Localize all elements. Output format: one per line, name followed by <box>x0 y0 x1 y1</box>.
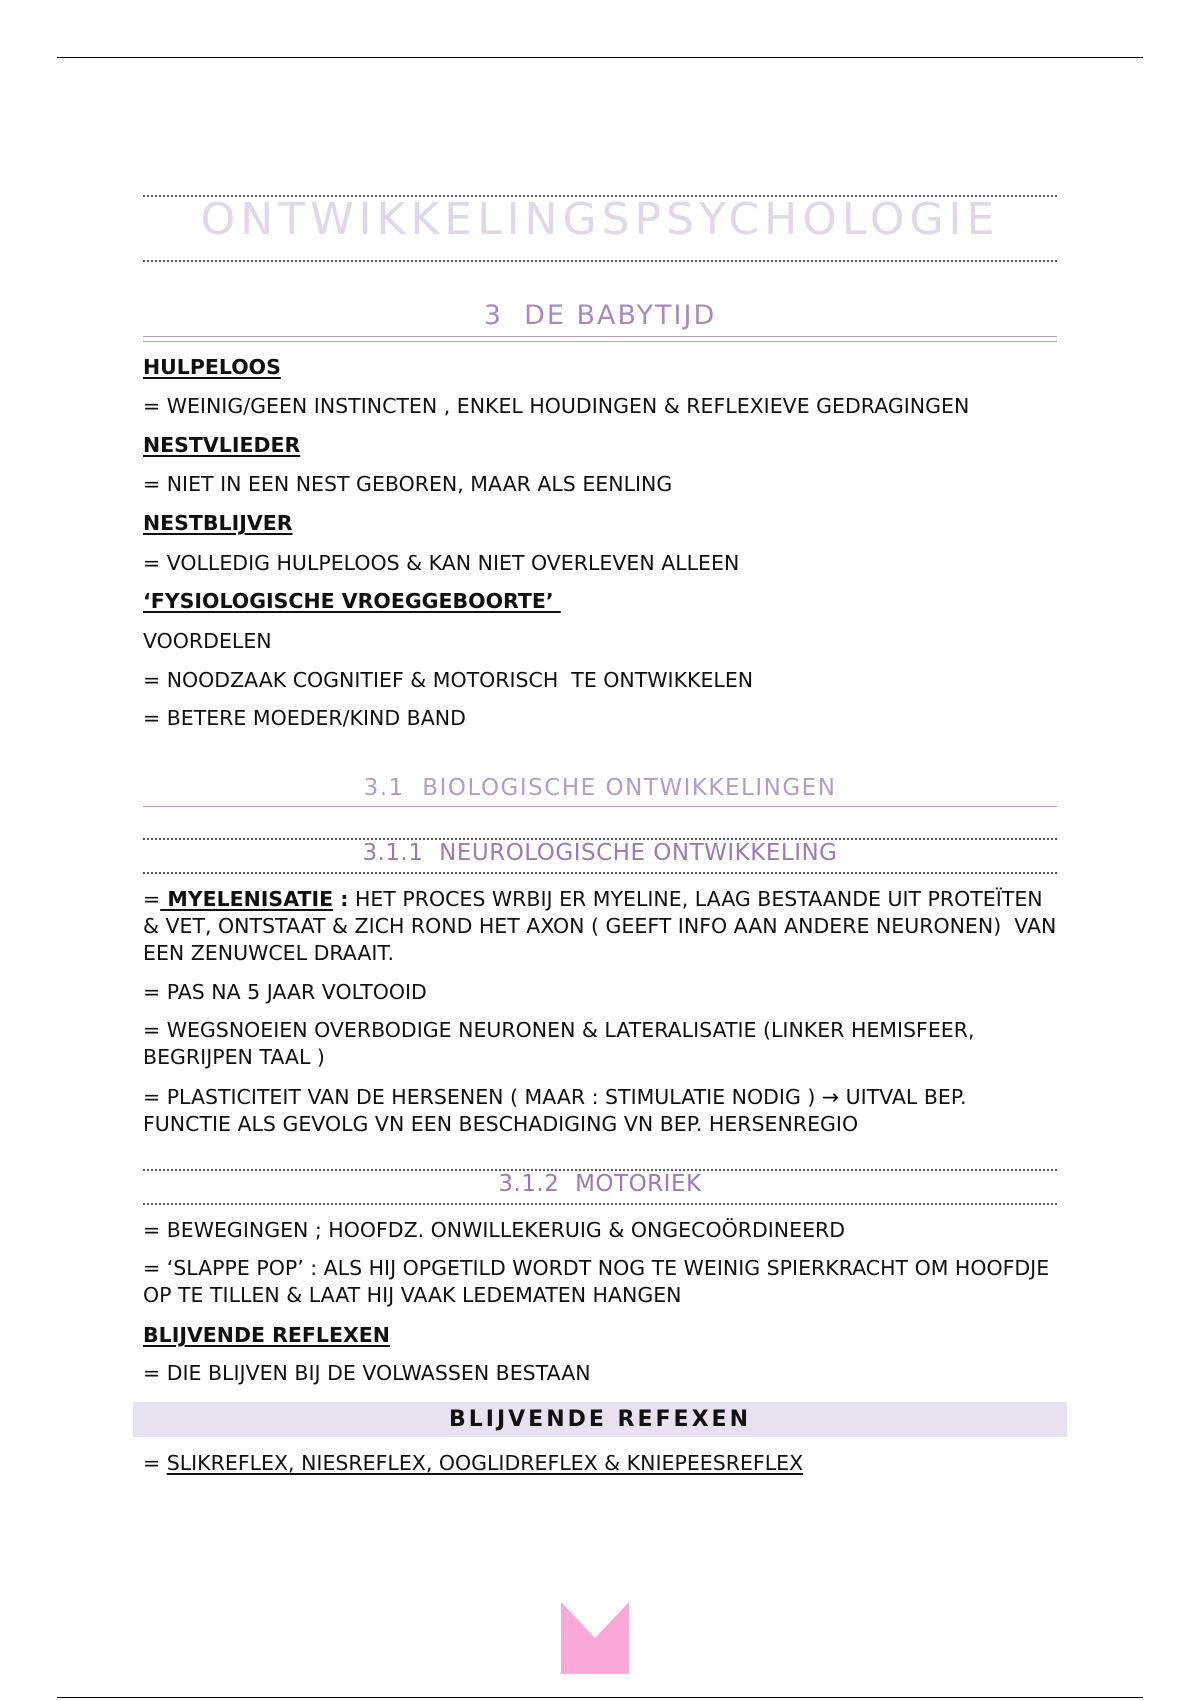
term-hulpeloos: HULPELOOS <box>143 355 281 379</box>
section-3-1-2-dotted-bottom <box>143 1203 1057 1205</box>
term-fysiologische-vroeggeboorte: ‘FYSIOLOGISCHE VROEGGEBOORTE’ <box>143 589 561 613</box>
neuro-paragraph-3: = WEGSNOEIEN OVERBODIGE NEURONEN & LATERALISATIE (LINKER HEMISFEER, BEGRIJPEN TAAL ) <box>143 1018 975 1069</box>
document-title: ONTWIKKELINGSPSYCHOLOGIE <box>200 194 1000 245</box>
section-3-1-rule <box>143 806 1057 807</box>
def-nestblijver: = VOLLEDIG HULPELOOS & KAN NIET OVERLEVEN ALLEEN <box>143 551 740 575</box>
page-bottom-rule <box>57 1697 1143 1698</box>
term-nestblijver: NESTBLIJVER <box>143 511 293 535</box>
motoriek-paragraph-1: = BEWEGINGEN ; HOOFDZ. ONWILLEKERUIG & ONGECOÖRDINEERD <box>143 1218 846 1242</box>
section-3-1-1-heading: 3.1.1 NEUROLOGISCHE ONTWIKKELING <box>362 840 838 866</box>
section-3-1-1-dotted-bottom <box>143 872 1057 874</box>
neuro-paragraph-4: = PLASTICITEIT VAN DE HERSENEN ( MAAR : STIMULATIE NODIG ) → UITVAL BEP. FUNCTIE ALS GEVOLG VN EEN BESCHADIGING VN BEP. HERSENREGIO <box>143 1085 967 1136</box>
title-dotted-rule-bottom <box>143 260 1057 262</box>
def-hulpeloos: = WEINIG/GEEN INSTINCTEN , ENKEL HOUDINGEN & REFLEXIEVE GEDRAGINGEN <box>143 394 970 418</box>
chapter-rule-2 <box>143 341 1057 342</box>
blijvende-refexen-banner: BLIJVENDE REFEXEN <box>133 1402 1067 1437</box>
def-blijvende-reflexen: = DIE BLIJVEN BIJ DE VOLWASSEN BESTAAN <box>143 1361 591 1385</box>
m-logo-icon <box>561 1602 629 1674</box>
voordeel-2: = BETERE MOEDER/KIND BAND <box>143 706 466 730</box>
chapter-rule-1 <box>143 336 1057 337</box>
voordelen-label: VOORDELEN <box>143 629 272 653</box>
section-3-1-2-heading: 3.1.2 MOTORIEK <box>498 1171 702 1197</box>
myelenisatie-paragraph: = MYELENISATIE : HET PROCES WRBIJ ER MYELINE, LAAG BESTAANDE UIT PROTEÏTEN & VET, ONTSTAAT & ZICH ROND HET AXON ( GEEFT INFO AAN ANDERE NEURONEN) VAN EEN ZENUWCEL DRAAIT. <box>143 887 1063 965</box>
section-3-1-heading: 3.1 BIOLOGISCHE ONTWIKKELINGEN <box>363 775 837 801</box>
neuro-paragraph-2: = PAS NA 5 JAAR VOLTOOID <box>143 980 427 1004</box>
motoriek-paragraph-2: = ‘SLAPPE POP’ : ALS HIJ OPGETILD WORDT NOG TE WEINIG SPIERKRACHT OM HOOFDJE OP TE TILLEN & LAAT HIJ VAAK LEDEMATEN HANGEN <box>143 1256 1050 1307</box>
chapter-number: 3 <box>483 300 503 331</box>
chapter-heading <box>143 300 1057 331</box>
term-blijvende-reflexen: BLIJVENDE REFLEXEN <box>143 1323 390 1347</box>
term-nestvlieder: NESTVLIEDER <box>143 433 301 457</box>
chapter-title: DE BABYTIJD <box>524 300 717 331</box>
page-top-rule <box>57 57 1143 58</box>
voordeel-1: = NOODZAAK COGNITIEF & MOTORISCH TE ONTWIKKELEN <box>143 668 754 692</box>
reflex-list: = SLIKREFLEX, NIESREFLEX, OOGLIDREFLEX & KNIEPEESREFLEX <box>143 1451 804 1475</box>
def-nestvlieder: = NIET IN EEN NEST GEBOREN, MAAR ALS EENLING <box>143 472 673 496</box>
